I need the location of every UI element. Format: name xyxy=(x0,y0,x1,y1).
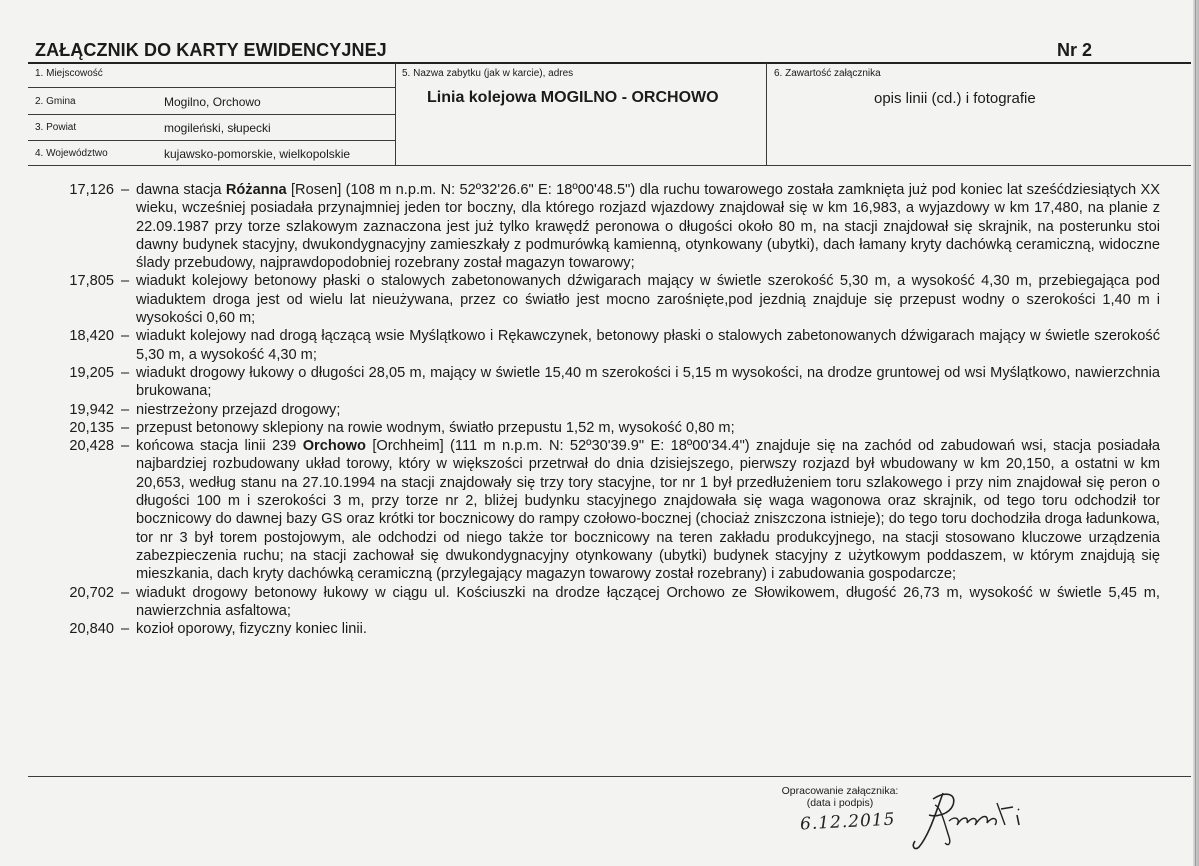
entry-km: 20,135 xyxy=(69,419,114,436)
entry-text-part: wiadukt kolejowy betonowy płaski o stalowych zabetonowanych dźwigarach mający w świetle szerokość 5,30 m, a wysokość 4,30 m, przebiegająca pod wiaduktem droga jest od wielu lat nieużywana, przez co światło jest mocno zarośnięte,pod jezdnią znajduje się przepust wodny o szerokości 1,40 m i wysokości 0,60 m; xyxy=(136,273,1160,327)
entry-km: 20,702 xyxy=(69,584,114,601)
entry-dash: – xyxy=(120,419,130,436)
entry-km: 20,840 xyxy=(69,621,114,638)
entry-dash: – xyxy=(120,621,130,638)
wojewodztwo-value: kujawsko-pomorskie, wielkopolskie xyxy=(164,147,351,161)
page-edge xyxy=(1193,0,1199,866)
entry-dash: – xyxy=(120,438,130,455)
form-rule xyxy=(28,114,395,115)
powiat-value: mogileński, słupecki xyxy=(164,121,271,135)
entry-text-part: [Rosen] (108 m n.p.m. N: 52º32'26.6" E: 18º00'48.5") dla ruchu towarowego została zamknięta już pod koniec lat sześćdziesiątych XX wieku, wcześniej posiadała przynajmniej jeden tor boczny, dla którego rozjazd wjazdowy znajdował się w km 16,983, a wyjazdowy w km 17,480, na planie z 22.09.1987 przy torze szlakowym zaznaczona jest już tylko krawędź peronowa o długości około 80 m, na stacji znajdował się skrajnik, na posterunku stoi dawny budynek stacyjny, dwukondygnacyjny zamieszkały z podmurówką kamienną, otynkowany (ubytki), dach łamany kryty dachówką ceramiczną, widoczne ślady przebudowy, najprawdopodobniej rozebrany został magazyn towarowy; xyxy=(136,182,1160,272)
entry-text xyxy=(136,419,1160,437)
entry-row xyxy=(60,620,1160,638)
footer-label-line2: (data i podpis) xyxy=(806,797,874,809)
form-divider xyxy=(766,63,767,166)
powiat-label: 3. Powiat xyxy=(35,122,77,133)
footer-rule xyxy=(28,776,1191,777)
gmina-value: Mogilno, Orchowo xyxy=(164,95,261,109)
entry-km: 18,420 xyxy=(69,328,114,345)
entry-text-part: dawna stacja xyxy=(136,182,226,198)
entry-text-part: wiadukt drogowy łukowy o długości 28,05 m, mający w świetle 15,40 m szerokości i 5,15 m wysokości, na drodze gruntowej od wsi Myślątkowo, nawierzchnia brukowana; xyxy=(136,364,1160,400)
entry-km: 20,428 xyxy=(69,438,114,455)
footer-label xyxy=(760,785,920,809)
entry-dash: – xyxy=(120,584,130,601)
station-name: Różanna xyxy=(225,182,287,198)
document-title: ZAŁĄCZNIK DO KARTY EWIDENCYJNEJ xyxy=(35,40,387,60)
footer-label-line1: Opracowanie załącznika: xyxy=(781,785,899,797)
entry-km: 19,205 xyxy=(69,364,114,381)
entry-text xyxy=(136,272,1160,327)
miejscowosc-label: 1. Miejscowość xyxy=(35,68,103,79)
entry-text xyxy=(136,620,1160,638)
page-edge-line xyxy=(1195,0,1196,866)
entry-row xyxy=(60,437,1160,583)
entry-row xyxy=(60,584,1160,621)
entry-row xyxy=(60,364,1160,401)
signature-image xyxy=(905,785,1055,855)
form-rule xyxy=(28,87,395,88)
entry-text-part: wiadukt drogowy betonowy łukowy w ciągu ul. Kościuszki na drodze łączącej Orchowo ze Słowikowem, długość 26,73 m, wysokość w świetle 5,45 m, nawierzchnia asfaltowa; xyxy=(136,584,1160,619)
entry-row xyxy=(60,327,1160,364)
station-name: Orchowo xyxy=(302,438,366,455)
entry-text xyxy=(136,401,1160,419)
entry-text-part: kozioł oporowy, fizyczny koniec linii. xyxy=(136,621,367,638)
entry-text xyxy=(136,437,1160,583)
entry-dash: – xyxy=(120,273,130,290)
entry-text xyxy=(136,364,1160,401)
entry-km: 17,126 xyxy=(69,182,114,198)
entry-text-part: [Orchheim] (111 m n.p.m. N: 52º30'39.9" E: 18º00'34.4") znajduje się na zachód od zabudowań wsi, stacja posiadała najbardziej rozbudowany układ torowy, który w większości przetrwał do dnia dzisiejszego, pierwszy rozjazd był wbudowany w km 20,150, a ostatni w km 20,653, według stanu na 27.10.1994 na stacji znajdowały się trzy tory stacyjne, tor nr 1 był przedłużeniem toru szlakowego i przy nim znajdował się peron o długości 100 m i szerokości 3 m, przy torze nr 2, bliżej budynku stacyjnego znajdowała się waga wagonowa oraz skrajnik, od tego toru odchodził tor bocznicowy do dawnej bazy GS oraz krótki tor bocznicowy do rampy czołowo-bocznej (chociaż zniszczona istnieje); do tego toru dochodziła droga ładunkowa, tor nr 3 był torem postojowym, ale odchodzi od niego także tor bocznicowy na teren zakładu produkcyjnego, na stacji stosowano kluczowe urządzenia zabezpieczenia ruchu; na stacji zachował się dwukondygnacyjny otynkowany (ubytki) budynek stacyjny z użytkowym poddaszem, w którym znajdują się mieszkania, dach kryty dachówką ceramiczną (przylegający magazyn towarowy został rozebrany) i zabudowania gospodarcze; xyxy=(136,438,1161,583)
line-description xyxy=(60,181,1160,638)
form-bottom-rule xyxy=(28,165,1191,166)
entry-row xyxy=(60,181,1160,272)
form-divider xyxy=(395,63,396,166)
zawartosc-value: opis linii (cd.) i fotografie xyxy=(874,90,1036,107)
form-rule xyxy=(28,140,395,141)
entry-dash: – xyxy=(120,182,130,198)
document-number: Nr 2 xyxy=(1056,40,1092,60)
zawartosc-label: 6. Zawartość załącznika xyxy=(774,68,881,79)
entry-text-part: przepust betonowy sklepiony na rowie wodnym, światło przepustu 1,52 m, wysokość 0,80 m; xyxy=(136,419,735,436)
entry-text xyxy=(136,181,1160,272)
entry-text xyxy=(136,327,1160,364)
entry-text-part: wiadukt kolejowy nad drogą łączącą wsie Myślątkowo i Rękawczynek, betonowy płaski o stalowych zabetonowanych dźwigarach mający w świetle szerokość 5,30 m, a wysokość 4,30 m; xyxy=(136,328,1160,363)
entry-dash: – xyxy=(120,364,130,381)
entry-text-part: końcowa stacja linii 239 xyxy=(136,438,303,455)
entry-km: 19,942 xyxy=(69,401,114,418)
entry-dash: – xyxy=(120,401,130,418)
entry-km: 17,805 xyxy=(69,273,114,290)
gmina-label: 2. Gmina xyxy=(35,96,76,107)
nazwa-label: 5. Nazwa zabytku (jak w karcie), adres xyxy=(402,68,574,79)
wojewodztwo-label: 4. Województwo xyxy=(35,148,108,159)
nazwa-value: Linia kolejowa MOGILNO - ORCHOWO xyxy=(427,89,719,106)
entry-row xyxy=(60,419,1160,437)
entry-row xyxy=(60,401,1160,419)
entry-text xyxy=(136,584,1160,621)
entry-dash: – xyxy=(120,328,130,345)
title-row xyxy=(28,38,1190,64)
handwritten-date: 6.12.2015 xyxy=(799,809,896,835)
header-rule xyxy=(28,62,1191,64)
entry-row xyxy=(60,272,1160,327)
entry-text-part: niestrzeżony przejazd drogowy; xyxy=(136,401,341,418)
